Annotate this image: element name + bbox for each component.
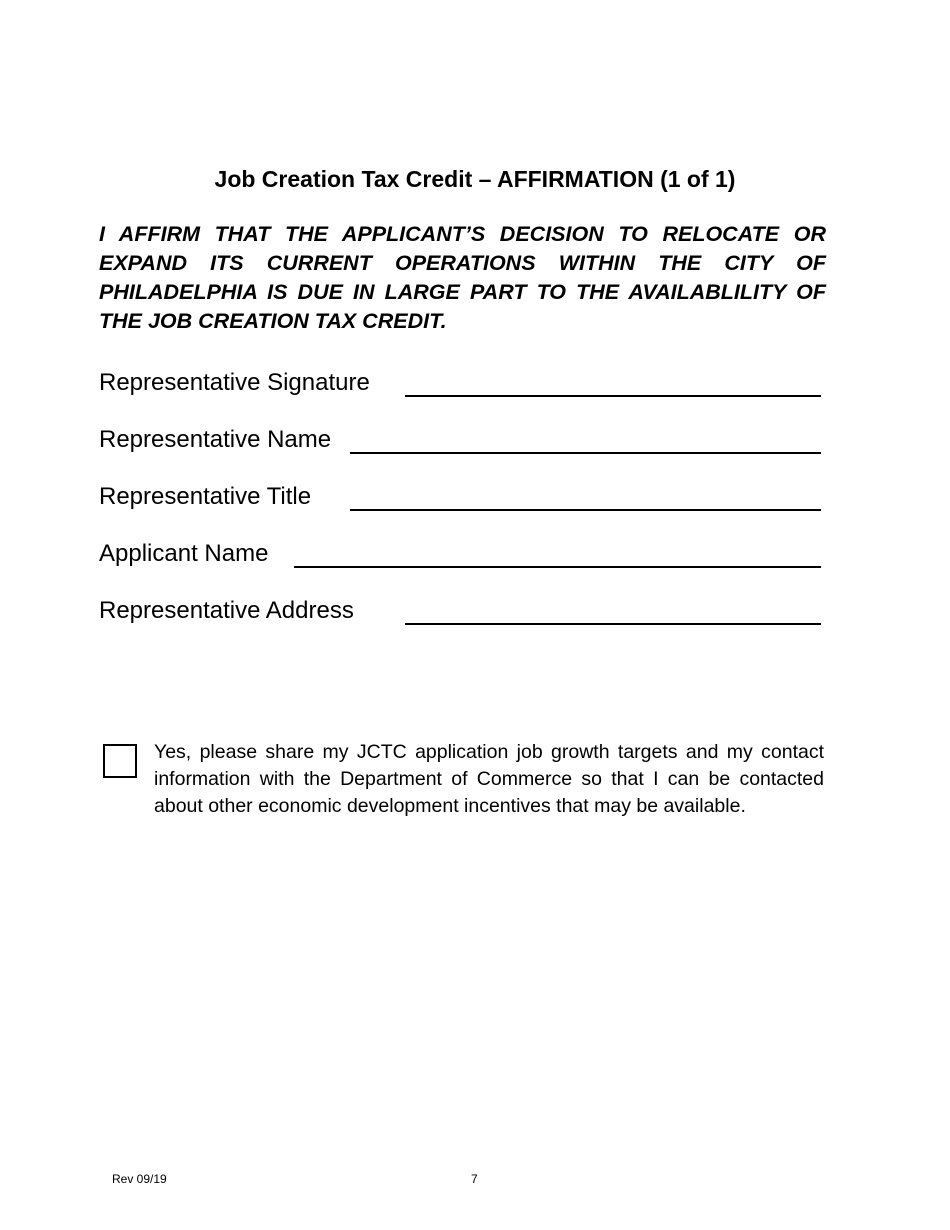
consent-text: Yes, please share my JCTC application job growth targets and my contact information with the Department of Commerce so that I can be contacted about other economic development incentives that may be available. <box>154 741 824 817</box>
consent-checkbox[interactable] <box>103 744 137 778</box>
field-label: Representative Title <box>99 483 312 510</box>
representative-title-line[interactable] <box>350 509 821 511</box>
revision-label: Rev 09/19 <box>112 1172 167 1186</box>
field-row-representative-signature <box>99 369 821 401</box>
representative-name-line[interactable] <box>350 452 821 454</box>
field-row-representative-title <box>99 483 821 515</box>
field-label: Representative Signature <box>99 369 370 396</box>
field-label: Representative Address <box>99 597 354 624</box>
page-number: 7 <box>471 1172 478 1186</box>
field-row-applicant-name <box>99 540 821 572</box>
applicant-name-line[interactable] <box>294 566 821 568</box>
representative-signature-line[interactable] <box>405 395 821 397</box>
field-row-representative-name <box>99 426 821 458</box>
representative-address-line[interactable] <box>405 623 821 625</box>
affirmation-statement: I AFFIRM THAT THE APPLICANT’S DECISION TO RELOCATE OR EXPAND ITS CURRENT OPERATIONS WITHIN THE CITY OF PHILADELPHIA IS DUE IN LARGE PART TO THE AVAILABLILITY OF THE JOB CREATION TAX CREDIT. <box>99 222 826 333</box>
field-label: Representative Name <box>99 426 332 453</box>
field-label: Applicant Name <box>99 540 269 567</box>
page-title: Job Creation Tax Credit – AFFIRMATION (1 of 1) <box>214 166 736 192</box>
field-row-representative-address <box>99 597 821 629</box>
